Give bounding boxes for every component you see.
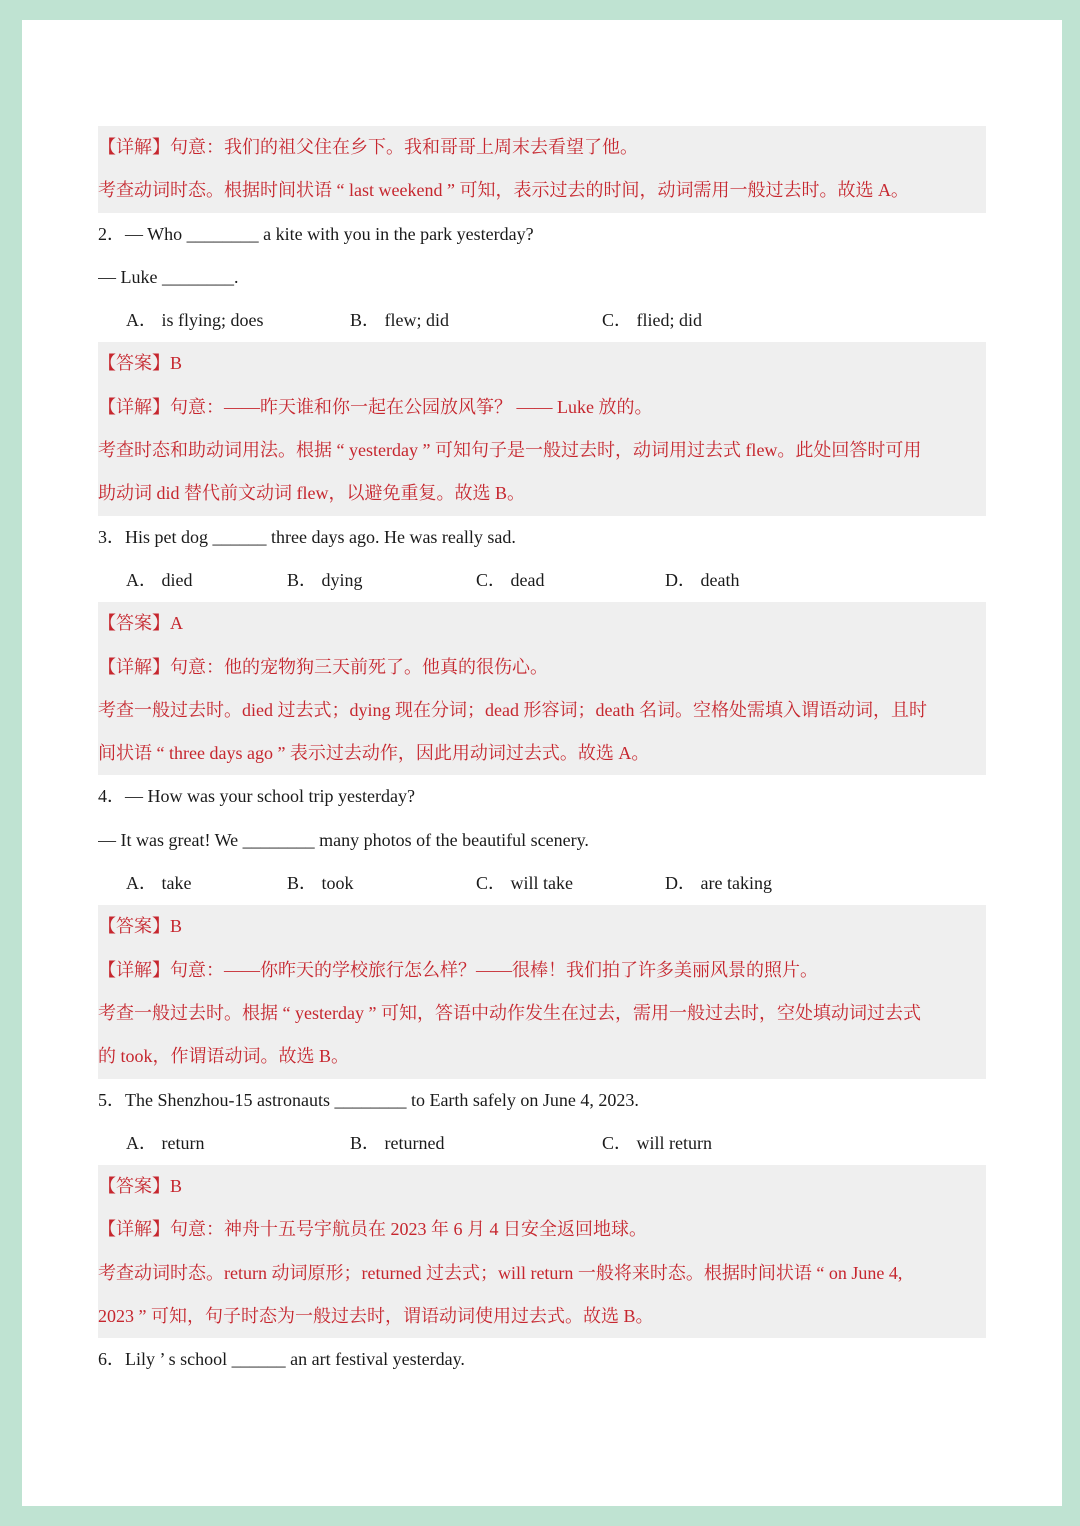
explanation-line: 【详解】句意：——你昨天的学校旅行怎么样？——很棒！我们拍了许多美丽风景的照片。 (98, 959, 818, 980)
answer-option: C． will return (602, 1132, 712, 1153)
answer-option: D． death (665, 569, 740, 590)
answer-explanation-box (98, 905, 986, 1078)
answer-explanation-box (98, 342, 986, 515)
question-block (98, 775, 986, 905)
explanation-line: 考查动词时态。根据时间状语 “ last weekend ” 可知，表示过去的时间，动词需用一般过去时。故选 A。 (98, 180, 909, 201)
explanation-line: 考查时态和助动词用法。根据 “ yesterday ” 可知句子是一般过去时，动词用过去式 flew。此处回答时可用 (98, 440, 922, 461)
explanation-line: 【详解】句意：我们的祖父住在乡下。我和哥哥上周末去看望了他。 (98, 137, 638, 157)
answer-option: C． will take (476, 873, 573, 894)
explanation-line: 间状语 “ three days ago ” 表示过去动作，因此用动词过去式。故选 A。 (98, 743, 650, 764)
options-row (98, 299, 986, 342)
explanation-line: 考查动词时态。return 动词原形；returned 过去式；will return 一般将来时态。根据时间状语 “ on June 4, (98, 1262, 903, 1283)
question-block (98, 1079, 986, 1166)
question-block (98, 213, 986, 343)
answer-option: B． dying (287, 569, 363, 590)
answer-explanation-box (98, 1165, 986, 1338)
answer-option: A． died (126, 569, 193, 590)
explanation-line: 【答案】A (98, 613, 183, 634)
explanation-line: 考查一般过去时。根据 “ yesterday ” 可知，答语中动作发生在过去，需用一般过去时，空处填动词过去式 (98, 1002, 921, 1023)
explanation-line: 助动词 did 替代前文动词 flew，以避免重复。故选 B。 (98, 483, 525, 504)
answer-option: C． flied; did (602, 310, 702, 331)
answer-explanation-box (98, 126, 986, 213)
question-block (98, 1338, 986, 1381)
explanation-line: 【详解】句意：——昨天谁和你一起在公园放风筝？ —— Luke 放的。 (98, 396, 653, 417)
explanation-line: 【答案】B (98, 1176, 183, 1197)
explanation-line: 考查一般过去时。died 过去式；dying 现在分词；dead 形容词；death 名词。空格处需填入谓语动词，且时 (98, 699, 927, 720)
answer-option: B． took (287, 873, 354, 894)
answer-explanation-box (98, 602, 986, 775)
answer-option: A． return (126, 1132, 205, 1153)
answer-option: A． is flying; does (126, 310, 264, 331)
document-content (98, 126, 986, 1382)
explanation-line: 【详解】句意：他的宠物狗三天前死了。他真的很伤心。 (98, 656, 548, 677)
explanation-line: 【答案】B (98, 916, 183, 937)
question-line: — Luke ________. (98, 266, 239, 287)
explanation-line: 的 took，作谓语动词。故选 B。 (98, 1046, 350, 1067)
question-block (98, 516, 986, 603)
answer-option: B． returned (350, 1132, 445, 1153)
answer-option: D． are taking (665, 873, 772, 894)
answer-option: C． dead (476, 569, 545, 590)
question-line: 2．— Who ________ a kite with you in the park yesterday? (98, 223, 534, 244)
question-line: 6．Lily ’ s school ______ an art festival yesterday. (98, 1349, 465, 1370)
question-line: 5．The Shenzhou-15 astronauts ________ to Earth safely on June 4, 2023. (98, 1089, 639, 1110)
question-line: 3．His pet dog ______ three days ago. He was really sad. (98, 526, 516, 547)
answer-option: B． flew; did (350, 310, 449, 331)
options-row (98, 1122, 986, 1165)
explanation-line: 2023 ” 可知，句子时态为一般过去时，谓语动词使用过去式。故选 B。 (98, 1306, 654, 1327)
answer-option: A． take (126, 873, 192, 894)
options-row (98, 862, 986, 905)
explanation-line: 【详解】句意：神舟十五号宇航员在 2023 年 6 月 4 日安全返回地球。 (98, 1219, 647, 1240)
question-line: — It was great! We ________ many photos of the beautiful scenery. (98, 829, 589, 850)
page (22, 20, 1062, 1506)
options-row (98, 559, 986, 602)
question-line: 4．— How was your school trip yesterday? (98, 786, 415, 807)
explanation-line: 【答案】B (98, 353, 183, 374)
